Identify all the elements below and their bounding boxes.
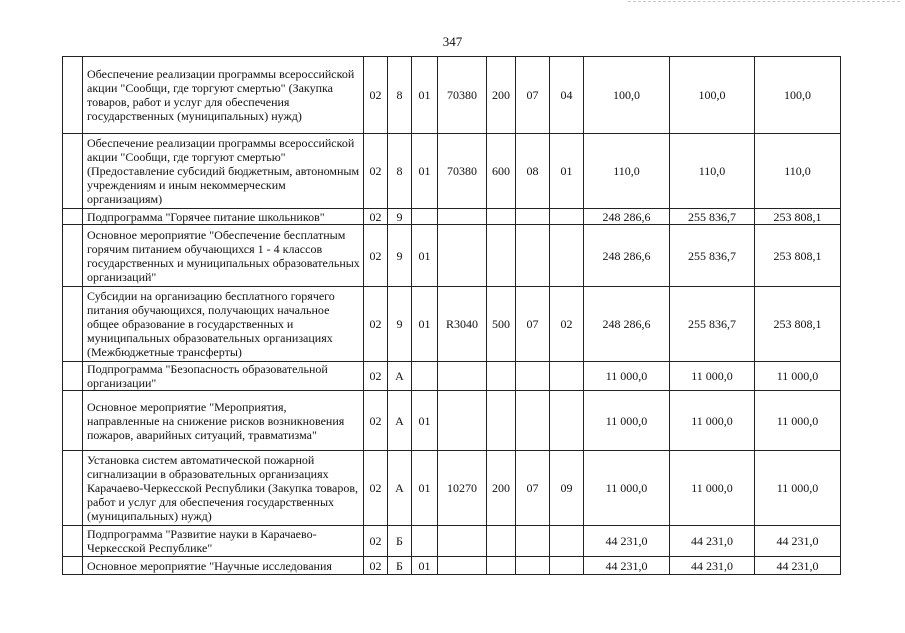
code-subprogram: 9 — [388, 209, 412, 225]
code-program: 02 — [364, 362, 388, 391]
code-subsection — [550, 526, 584, 557]
row-name: Установка систем автоматической пожарной сигнализации в образовательных организациях Карачаево-Черкесской Республики (Закупка товаров, работ и услуг для обеспечения государственных (муниципальных) нужд) — [83, 451, 364, 526]
amount-year-1: 248 286,6 — [584, 209, 670, 225]
code-subsection — [550, 225, 584, 287]
code-subprogram: 9 — [388, 225, 412, 287]
amount-year-2: 11 000,0 — [670, 451, 755, 526]
code-activity: 01 — [412, 557, 438, 575]
code-section: 07 — [516, 451, 550, 526]
row-name: Основное мероприятие "Мероприятия, направленные на снижение рисков возникновения пожаров, аварийных ситуаций, травматизма" — [83, 391, 364, 451]
amount-year-2: 44 231,0 — [670, 557, 755, 575]
code-direction — [438, 225, 487, 287]
blank-cell — [63, 287, 83, 362]
code-expense-type — [487, 225, 516, 287]
code-activity — [412, 362, 438, 391]
amount-year-2: 11 000,0 — [670, 362, 755, 391]
code-section: 07 — [516, 57, 550, 134]
amount-year-3: 253 808,1 — [755, 225, 841, 287]
code-subprogram: А — [388, 362, 412, 391]
table-row — [63, 209, 841, 225]
amount-year-1: 248 286,6 — [584, 287, 670, 362]
code-subsection: 09 — [550, 451, 584, 526]
code-activity: 01 — [412, 451, 438, 526]
code-subprogram: 8 — [388, 57, 412, 134]
code-activity: 01 — [412, 287, 438, 362]
code-expense-type: 200 — [487, 57, 516, 134]
code-program: 02 — [364, 57, 388, 134]
code-subsection: 04 — [550, 57, 584, 134]
code-expense-type — [487, 391, 516, 451]
code-program: 02 — [364, 134, 388, 209]
table-row — [63, 557, 841, 575]
amount-year-1: 11 000,0 — [584, 391, 670, 451]
row-name: Основное мероприятие "Научные исследования — [83, 557, 364, 575]
amount-year-3: 44 231,0 — [755, 557, 841, 575]
amount-year-2: 110,0 — [670, 134, 755, 209]
blank-cell — [63, 557, 83, 575]
code-direction: 10270 — [438, 451, 487, 526]
amount-year-1: 44 231,0 — [584, 557, 670, 575]
code-subprogram: Б — [388, 557, 412, 575]
scan-edge-line — [628, 1, 900, 2]
row-name: Обеспечение реализации программы всероссийской акции "Сообщи, где торгуют смертью" (Предоставление субсидий бюджетным, автономным учреждениям и иным некоммерческим организациям) — [83, 134, 364, 209]
code-direction — [438, 362, 487, 391]
code-expense-type — [487, 526, 516, 557]
code-subprogram: 9 — [388, 287, 412, 362]
code-direction — [438, 526, 487, 557]
row-name: Субсидии на организацию бесплатного горячего питания обучающихся, получающих начальное общее образование в государственных и муниципальных образовательных организациях (Межбюджетные трансферты) — [83, 287, 364, 362]
table-row — [63, 287, 841, 362]
amount-year-2: 100,0 — [670, 57, 755, 134]
blank-cell — [63, 225, 83, 287]
code-direction: R3040 — [438, 287, 487, 362]
code-section: 07 — [516, 287, 550, 362]
amount-year-3: 11 000,0 — [755, 362, 841, 391]
table-row — [63, 526, 841, 557]
table-row — [63, 391, 841, 451]
code-direction — [438, 391, 487, 451]
code-program: 02 — [364, 209, 388, 225]
blank-cell — [63, 391, 83, 451]
amount-year-3: 11 000,0 — [755, 451, 841, 526]
code-section — [516, 526, 550, 557]
code-direction: 70380 — [438, 57, 487, 134]
code-expense-type — [487, 362, 516, 391]
code-subprogram: А — [388, 451, 412, 526]
code-section — [516, 557, 550, 575]
code-section: 08 — [516, 134, 550, 209]
blank-cell — [63, 526, 83, 557]
table-row — [63, 362, 841, 391]
code-section — [516, 225, 550, 287]
code-direction — [438, 557, 487, 575]
amount-year-1: 110,0 — [584, 134, 670, 209]
code-program: 02 — [364, 287, 388, 362]
code-program: 02 — [364, 557, 388, 575]
code-subsection — [550, 557, 584, 575]
code-section — [516, 362, 550, 391]
table-row — [63, 134, 841, 209]
code-activity: 01 — [412, 391, 438, 451]
amount-year-2: 44 231,0 — [670, 526, 755, 557]
code-program: 02 — [364, 451, 388, 526]
budget-table — [62, 56, 841, 575]
amount-year-1: 44 231,0 — [584, 526, 670, 557]
code-activity — [412, 209, 438, 225]
code-subsection: 01 — [550, 134, 584, 209]
blank-cell — [63, 451, 83, 526]
code-expense-type — [487, 209, 516, 225]
blank-cell — [63, 209, 83, 225]
amount-year-1: 11 000,0 — [584, 362, 670, 391]
code-section — [516, 209, 550, 225]
amount-year-1: 100,0 — [584, 57, 670, 134]
code-subsection — [550, 362, 584, 391]
amount-year-2: 255 836,7 — [670, 225, 755, 287]
amount-year-3: 100,0 — [755, 57, 841, 134]
blank-cell — [63, 57, 83, 134]
code-expense-type: 600 — [487, 134, 516, 209]
code-subprogram: 8 — [388, 134, 412, 209]
row-name: Подпрограмма "Горячее питание школьников" — [83, 209, 364, 225]
code-expense-type: 500 — [487, 287, 516, 362]
amount-year-1: 248 286,6 — [584, 225, 670, 287]
table-row — [63, 225, 841, 287]
code-activity: 01 — [412, 57, 438, 134]
amount-year-3: 11 000,0 — [755, 391, 841, 451]
code-program: 02 — [364, 391, 388, 451]
code-section — [516, 391, 550, 451]
code-subprogram: Б — [388, 526, 412, 557]
row-name: Обеспечение реализации программы всероссийской акции "Сообщи, где торгуют смертью" (Закупка товаров, работ и услуг для обеспечения государственных (муниципальных) нужд) — [83, 57, 364, 134]
row-name: Подпрограмма "Развитие науки в Карачаево-Черкесской Республике" — [83, 526, 364, 557]
code-program: 02 — [364, 225, 388, 287]
amount-year-2: 11 000,0 — [670, 391, 755, 451]
table-row — [63, 57, 841, 134]
code-expense-type: 200 — [487, 451, 516, 526]
amount-year-3: 253 808,1 — [755, 209, 841, 225]
code-subsection — [550, 209, 584, 225]
code-activity — [412, 526, 438, 557]
row-name: Основное мероприятие "Обеспечение бесплатным горячим питанием обучающихся 1 - 4 классов государственных и муниципальных образовательных организаций" — [83, 225, 364, 287]
amount-year-3: 253 808,1 — [755, 287, 841, 362]
code-subsection: 02 — [550, 287, 584, 362]
amount-year-2: 255 836,7 — [670, 287, 755, 362]
blank-cell — [63, 362, 83, 391]
code-subsection — [550, 391, 584, 451]
code-program: 02 — [364, 526, 388, 557]
amount-year-3: 110,0 — [755, 134, 841, 209]
code-subprogram: А — [388, 391, 412, 451]
page-number: 347 — [442, 34, 463, 49]
amount-year-3: 44 231,0 — [755, 526, 841, 557]
row-name: Подпрограмма "Безопасность образовательной организации" — [83, 362, 364, 391]
blank-cell — [63, 134, 83, 209]
code-expense-type — [487, 557, 516, 575]
code-activity: 01 — [412, 225, 438, 287]
amount-year-2: 255 836,7 — [670, 209, 755, 225]
code-activity: 01 — [412, 134, 438, 209]
code-direction — [438, 209, 487, 225]
table-row — [63, 451, 841, 526]
code-direction: 70380 — [438, 134, 487, 209]
amount-year-1: 11 000,0 — [584, 451, 670, 526]
